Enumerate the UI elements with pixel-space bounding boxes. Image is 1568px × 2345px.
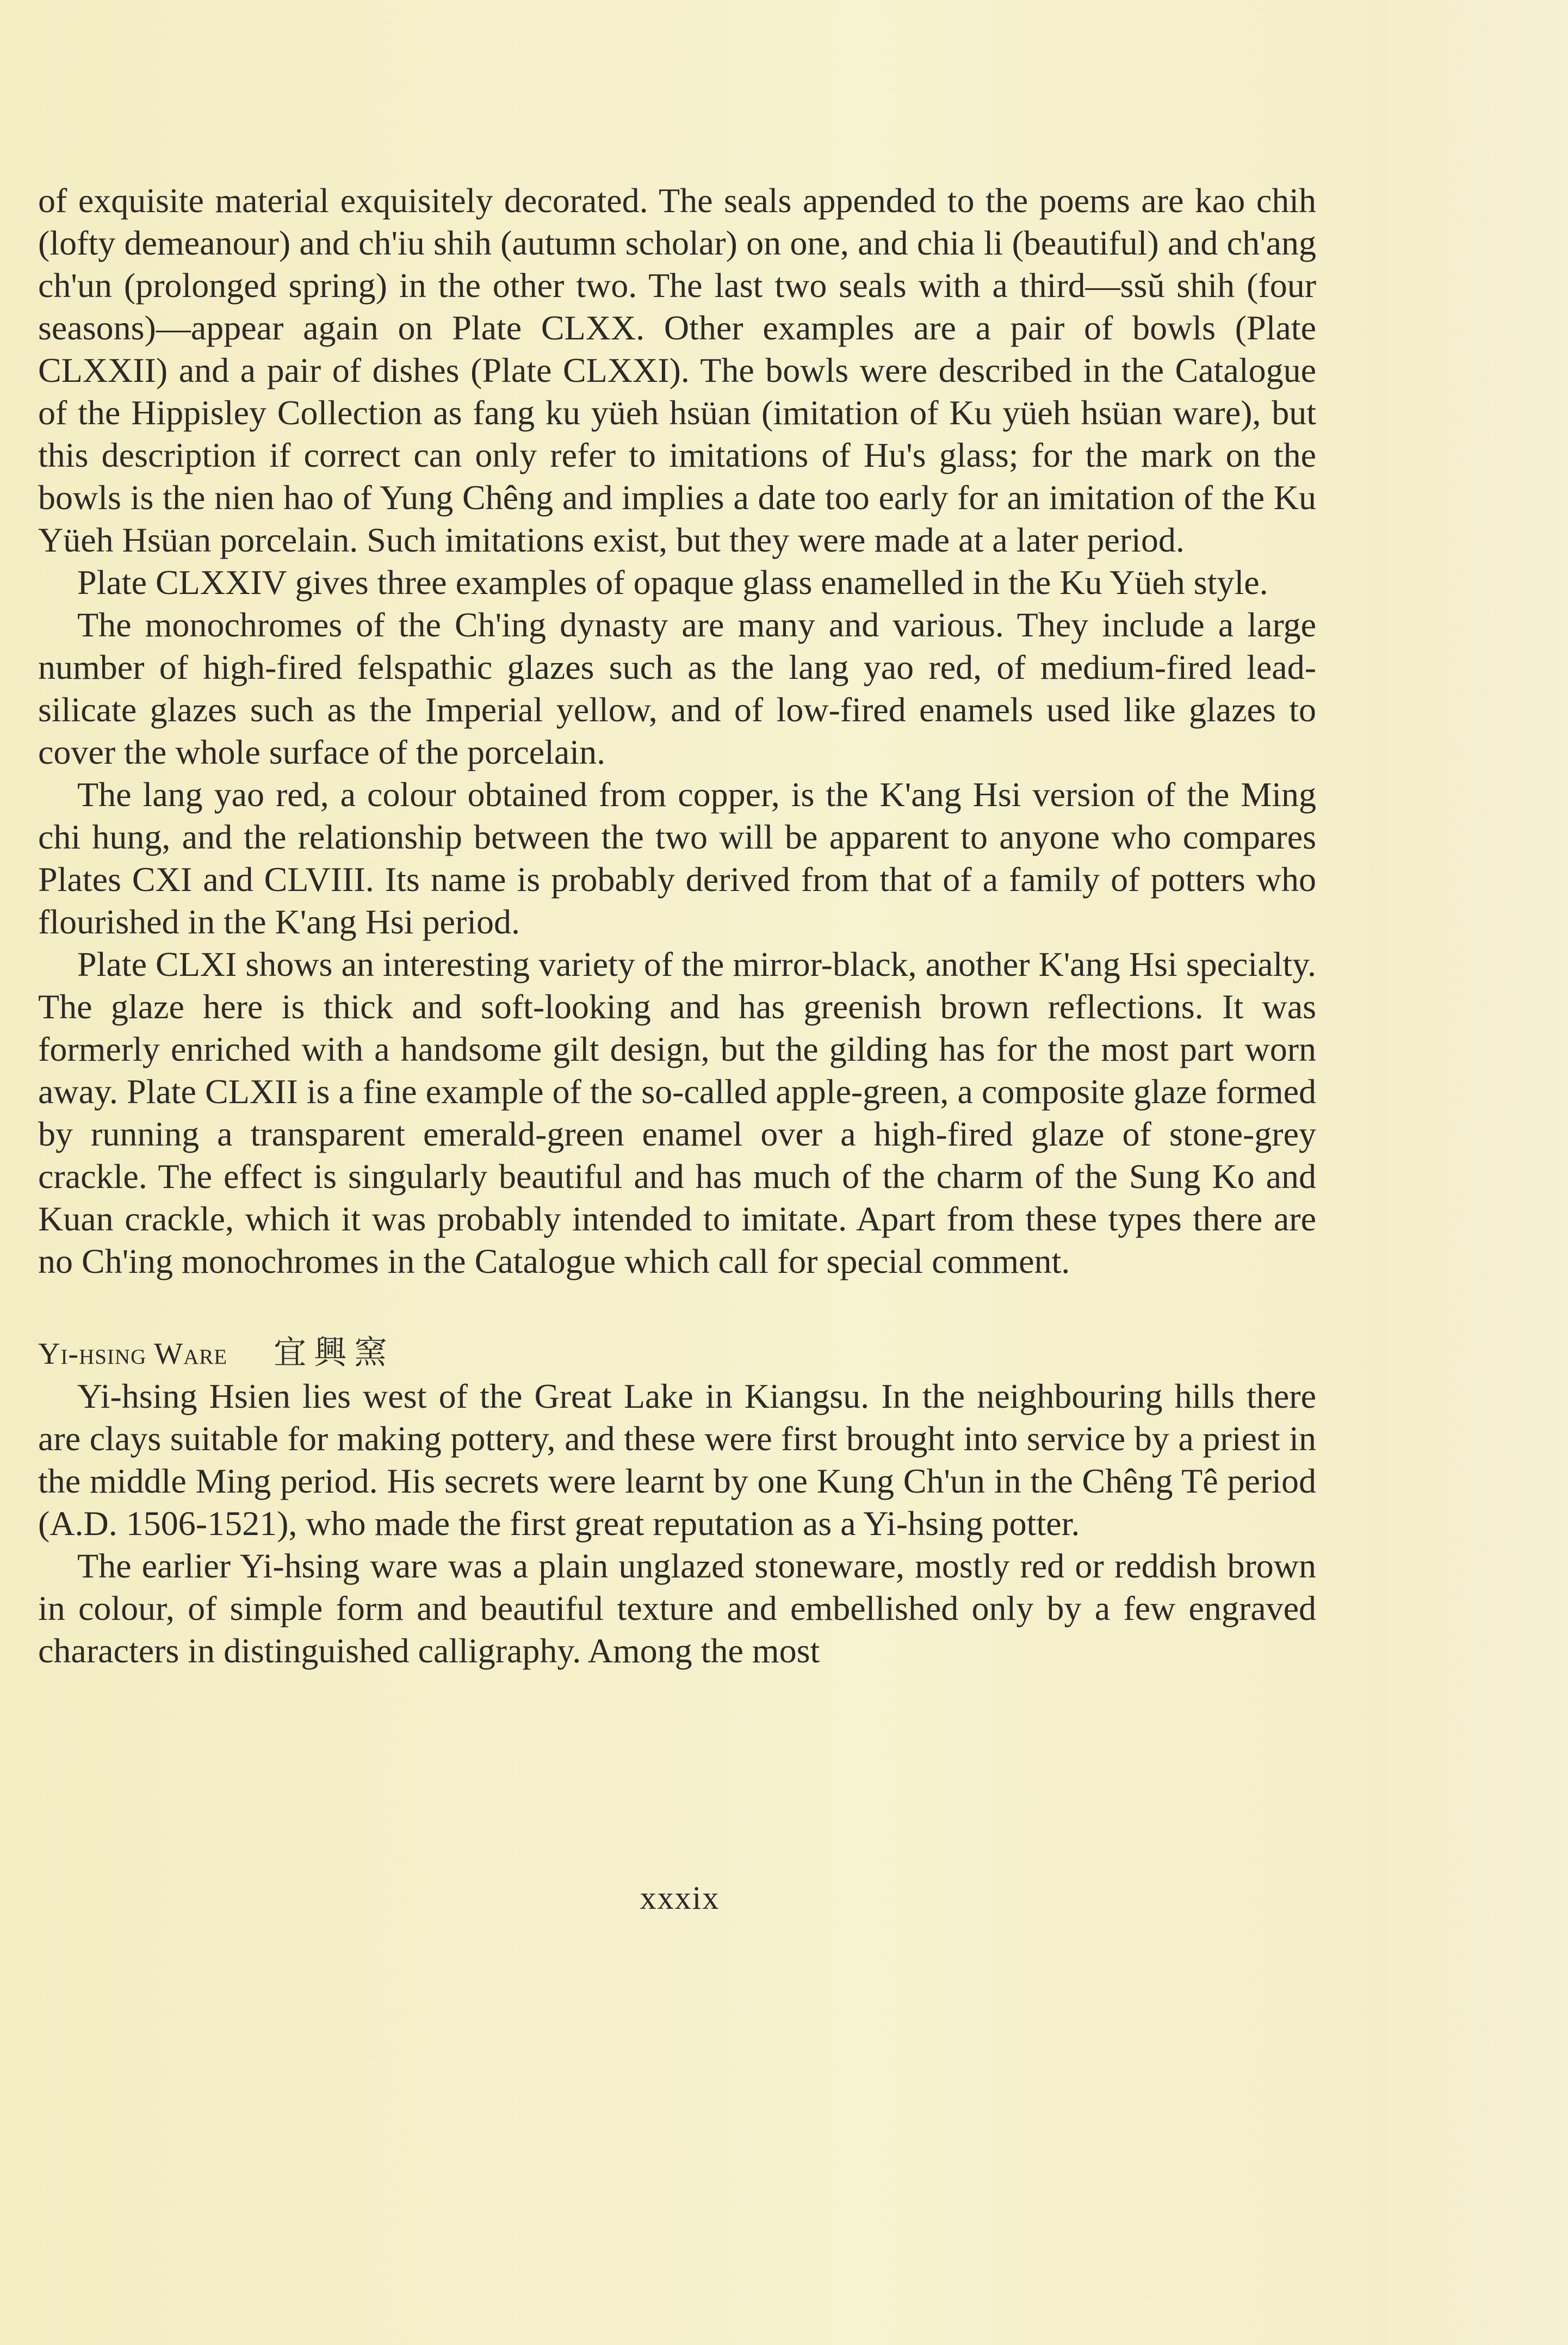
- paragraph-4: The lang yao red, a colour obtained from copper, is the K'ang Hsi version of the Ming chi hung, and the relationship between the two will be apparent to anyone who compares Plates CXI and CLVIII. Its name is probably derived from that of a family of potters who flourished in the K'ang Hsi period.: [38, 775, 1316, 941]
- paragraph-5: Plate CLXI shows an interesting variety of the mirror-black, another K'ang Hsi specialty. The glaze here is thick and soft-looking and has greenish brown reflections. It was formerly enriched with a handsome gilt design, but the gilding has for the most part worn away. Plate CLXII is a fine example of the so-called apple-green, a composite glaze formed by running a transparent emerald-green enamel over a high-fired glaze of stone-grey crackle. The effect is singularly beautiful and has much of the charm of the Sung Ko and Kuan crackle, which it was probably intended to imitate. Apart from these types there are no Ch'ing monochromes in the Catalogue which call for special comment.: [38, 945, 1316, 1280]
- section-heading: [38, 1332, 1316, 1375]
- page-edge-shading: [1383, 0, 1568, 2345]
- paragraph-1: of exquisite material exquisitely decorated. The seals appended to the poems are kao chih (lofty demeanour) and ch'iu shih (autumn scholar) on one, and chia li (beautiful) and ch'ang ch'un (prolonged spring) in the other two. The last two seals with a third—ssŭ shih (four seasons)—appear again on Plate CLXX. Other examples are a pair of bowls (Plate CLXXII) and a pair of dishes (Plate CLXXI). The bowls were described in the Catalogue of the Hippisley Collection as fang ku yüeh hsüan (imitation of Ku yüeh hsüan ware), but this description if correct can only refer to imitations of Hu's glass; for the mark on the bowls is the nien hao of Yung Chêng and implies a date too early for an imitation of the Ku Yüeh Hsüan porcelain. Such imitations exist, but they were made at a later period.: [38, 181, 1316, 559]
- page-number: xxxix: [640, 1880, 720, 1916]
- body-text: [38, 180, 1316, 1672]
- paragraph-3: The monochromes of the Ch'ing dynasty are many and various. They include a large number of high-fired felspathic glazes such as the lang yao red, of medium-fired lead-silicate glazes such as the Imperial yellow, and of low-fired enamels used like glazes to cover the whole surface of the porcelain.: [38, 605, 1316, 771]
- section-heading-label: Yi-hsing Ware: [38, 1337, 228, 1371]
- paragraph-2: Plate CLXXIV gives three examples of opaque glass enamelled in the Ku Yüeh style.: [77, 563, 1268, 602]
- paragraph-7: The earlier Yi-hsing ware was a plain unglazed stoneware, mostly red or reddish brown in colour, of simple form and beautiful texture and embellished only by a few engraved characters in distinguished calligraphy. Among the most: [38, 1546, 1316, 1670]
- section-heading-chinese: 宜興窯: [274, 1334, 395, 1372]
- paragraph-6: Yi-hsing Hsien lies west of the Great Lake in Kiangsu. In the neighbouring hills there are clays suitable for making pottery, and these were first brought into service by a priest in the middle Ming period. His secrets were learnt by one Kung Ch'un in the Chêng Tê period (A.D. 1506-1521), who made the first great reputation as a Yi-hsing potter.: [38, 1377, 1316, 1543]
